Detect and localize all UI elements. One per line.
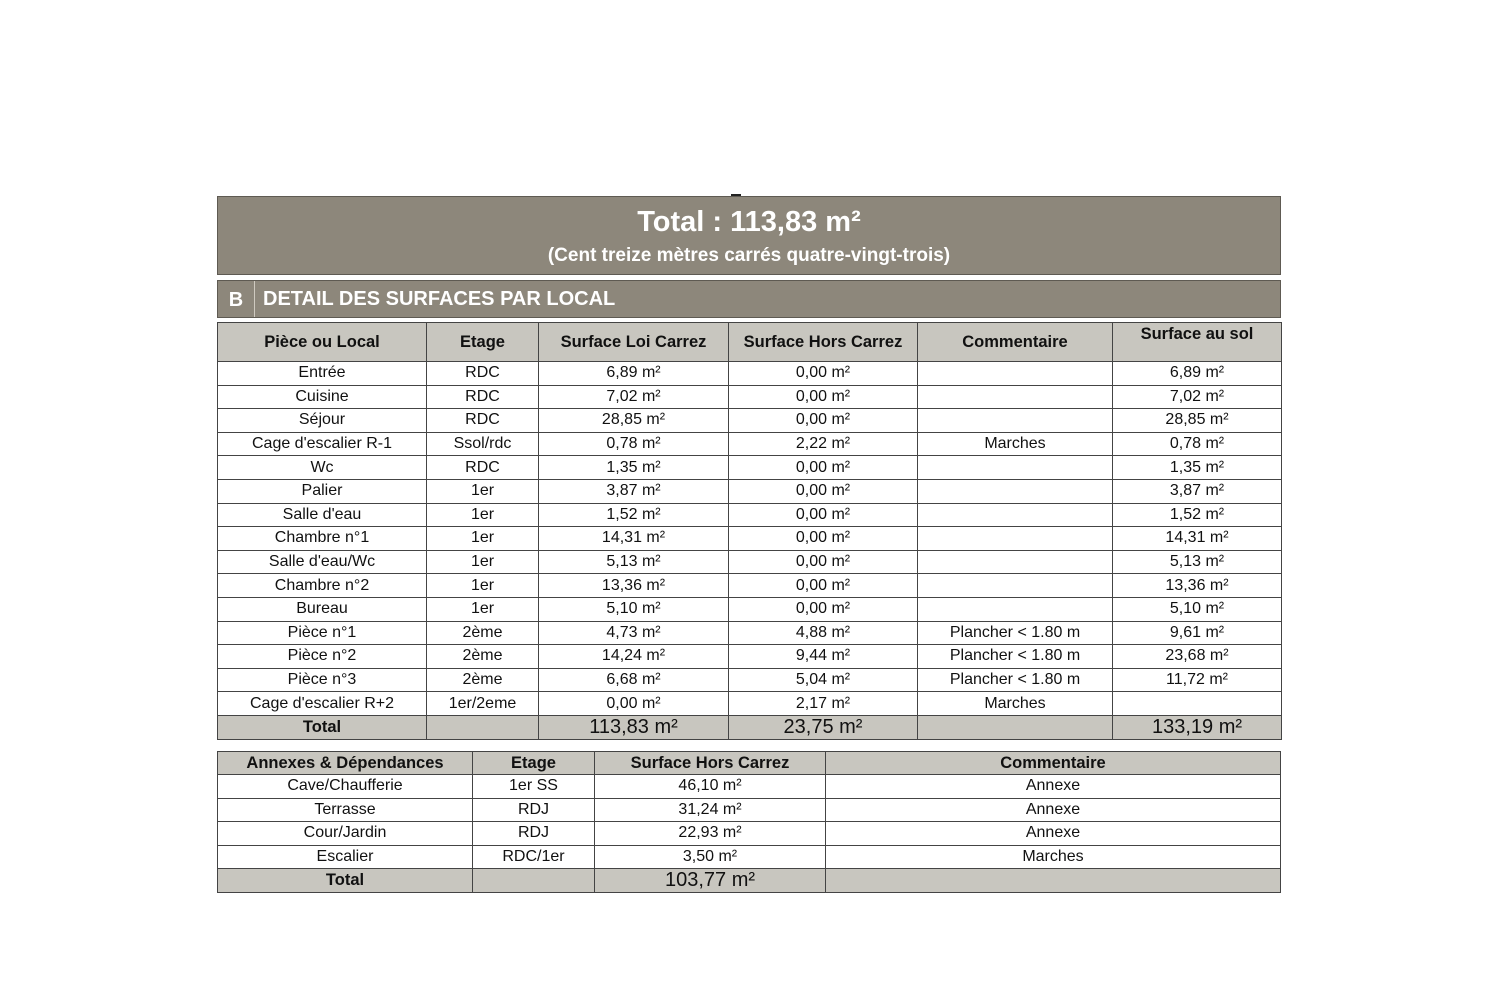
table-row (218, 550, 1282, 574)
table-row (218, 597, 1282, 621)
table-cell: Annexe (826, 822, 1281, 846)
total-cell (427, 715, 539, 739)
table-row (218, 692, 1282, 716)
table-cell: 0,00 m² (729, 409, 918, 433)
table-cell: Marches (826, 845, 1281, 869)
column-header: Etage (427, 323, 539, 362)
table-cell: Cave/Chaufferie (218, 775, 473, 799)
table-cell: 1,52 m² (1113, 503, 1282, 527)
table-cell: 0,78 m² (1113, 432, 1282, 456)
table-cell: 0,00 m² (729, 527, 918, 551)
table-cell: Salle d'eau (218, 503, 427, 527)
table-cell: Entrée (218, 362, 427, 386)
table-cell: 14,31 m² (539, 527, 729, 551)
table-cell (918, 456, 1113, 480)
table-cell: Cage d'escalier R+2 (218, 692, 427, 716)
table-cell: 0,00 m² (729, 456, 918, 480)
table-row (218, 456, 1282, 480)
table-cell: 13,36 m² (1113, 574, 1282, 598)
table-cell: 0,00 m² (729, 503, 918, 527)
table-cell: Palier (218, 479, 427, 503)
table-cell: 2,17 m² (729, 692, 918, 716)
table-cell: RDC (427, 362, 539, 386)
table-cell: 6,68 m² (539, 668, 729, 692)
table-header-row (218, 752, 1281, 775)
total-label: Total (218, 869, 473, 893)
table-cell: 6,89 m² (539, 362, 729, 386)
table-cell: Annexe (826, 775, 1281, 799)
table-cell: Chambre n°1 (218, 527, 427, 551)
table-row (218, 621, 1282, 645)
table-cell: 22,93 m² (595, 822, 826, 846)
table-row (218, 362, 1282, 386)
table-row (218, 645, 1282, 669)
table-cell: 28,85 m² (1113, 409, 1282, 433)
column-header: Commentaire (918, 323, 1113, 362)
table-cell: 1er/2eme (427, 692, 539, 716)
table-cell: 1er (427, 550, 539, 574)
table-cell (918, 479, 1113, 503)
table-cell: 5,13 m² (1113, 550, 1282, 574)
table-row (218, 432, 1282, 456)
table-cell: 1,35 m² (1113, 456, 1282, 480)
table-cell: 14,31 m² (1113, 527, 1282, 551)
table-cell: RDC (427, 456, 539, 480)
table-cell: 4,73 m² (539, 621, 729, 645)
table-cell: 2ème (427, 645, 539, 669)
table-cell: 28,85 m² (539, 409, 729, 433)
table-cell: 9,44 m² (729, 645, 918, 669)
column-header: Surface Loi Carrez (539, 323, 729, 362)
table-cell (918, 527, 1113, 551)
section-header (217, 280, 1281, 318)
table-cell: Salle d'eau/Wc (218, 550, 427, 574)
table-cell: RDC/1er (473, 845, 595, 869)
table-cell: 3,87 m² (1113, 479, 1282, 503)
table-cell: 9,61 m² (1113, 621, 1282, 645)
column-header: Commentaire (826, 752, 1281, 775)
table-row (218, 385, 1282, 409)
table-cell: Annexe (826, 798, 1281, 822)
table-cell: Plancher < 1.80 m (918, 645, 1113, 669)
section-title: DETAIL DES SURFACES PAR LOCAL (263, 287, 616, 310)
table-row (218, 574, 1282, 598)
table-cell (918, 409, 1113, 433)
table-cell: 1er (427, 527, 539, 551)
table-cell: Ssol/rdc (427, 432, 539, 456)
total-cell: 103,77 m² (595, 869, 826, 893)
table-row (218, 479, 1282, 503)
column-header: Annexes & Dépendances (218, 752, 473, 775)
table-cell: 2,22 m² (729, 432, 918, 456)
table-cell: Bureau (218, 597, 427, 621)
table-cell: Pièce n°1 (218, 621, 427, 645)
table-cell: 7,02 m² (539, 385, 729, 409)
annexes-table-container (217, 751, 1280, 893)
table-cell: Chambre n°2 (218, 574, 427, 598)
table-cell: RDC (427, 409, 539, 433)
total-label: Total (218, 715, 427, 739)
table-row (218, 822, 1281, 846)
column-header: Surface Hors Carrez (729, 323, 918, 362)
table-cell: Pièce n°3 (218, 668, 427, 692)
table-cell (918, 503, 1113, 527)
table-cell: 46,10 m² (595, 775, 826, 799)
table-cell (918, 597, 1113, 621)
table-cell (918, 362, 1113, 386)
table-cell: Plancher < 1.80 m (918, 668, 1113, 692)
table-cell: 0,00 m² (539, 692, 729, 716)
table-cell: 2ème (427, 668, 539, 692)
table-cell: 14,24 m² (539, 645, 729, 669)
table-cell: 0,00 m² (729, 479, 918, 503)
total-cell (826, 869, 1281, 893)
table-cell: 1er (427, 503, 539, 527)
annexes-table (217, 751, 1281, 893)
table-cell (918, 385, 1113, 409)
table-cell: Escalier (218, 845, 473, 869)
total-surface-words: (Cent treize mètres carrés quatre-vingt-trois) (547, 245, 951, 266)
table-row (218, 503, 1282, 527)
table-cell: 3,50 m² (595, 845, 826, 869)
table-cell (918, 550, 1113, 574)
table-cell: 5,10 m² (1113, 597, 1282, 621)
table-row (218, 798, 1281, 822)
table-row (218, 527, 1282, 551)
table-row (218, 775, 1281, 799)
table-cell: 0,00 m² (729, 385, 918, 409)
total-banner (217, 196, 1281, 275)
table-cell: 11,72 m² (1113, 668, 1282, 692)
total-cell (473, 869, 595, 893)
column-header: Pièce ou Local (218, 323, 427, 362)
table-cell: 0,00 m² (729, 550, 918, 574)
table-cell: 3,87 m² (539, 479, 729, 503)
section-letter: B (218, 281, 255, 317)
table-cell: Séjour (218, 409, 427, 433)
total-surface-heading: Total : 113,83 m² (637, 206, 861, 238)
total-cell: 23,75 m² (729, 715, 918, 739)
table-cell: Wc (218, 456, 427, 480)
table-cell: 0,00 m² (729, 597, 918, 621)
table-row (218, 668, 1282, 692)
annexes-body (218, 775, 1281, 893)
table-cell: 1er (427, 479, 539, 503)
table-cell: 5,13 m² (539, 550, 729, 574)
total-row (218, 715, 1282, 739)
table-cell: 13,36 m² (539, 574, 729, 598)
room-surfaces-table (217, 322, 1282, 740)
table-cell: 1,35 m² (539, 456, 729, 480)
table-cell: Cage d'escalier R-1 (218, 432, 427, 456)
table-cell: 5,04 m² (729, 668, 918, 692)
table-cell: 1er (427, 597, 539, 621)
table-cell: 1,52 m² (539, 503, 729, 527)
table-cell: 7,02 m² (1113, 385, 1282, 409)
total-cell: 133,19 m² (1113, 715, 1282, 739)
column-header: Etage (473, 752, 595, 775)
table-cell: 0,78 m² (539, 432, 729, 456)
room-surfaces-body (218, 362, 1282, 740)
table-row (218, 845, 1281, 869)
total-row (218, 869, 1281, 893)
table-cell: 2ème (427, 621, 539, 645)
table-cell: 1er (427, 574, 539, 598)
table-cell: 0,00 m² (729, 362, 918, 386)
table-cell: 31,24 m² (595, 798, 826, 822)
table-row (218, 409, 1282, 433)
table-cell: RDJ (473, 798, 595, 822)
table-cell: Terrasse (218, 798, 473, 822)
table-cell: Plancher < 1.80 m (918, 621, 1113, 645)
table-cell: Marches (918, 692, 1113, 716)
table-cell: Marches (918, 432, 1113, 456)
column-header: Surface au sol (1113, 323, 1282, 362)
table-cell: 5,10 m² (539, 597, 729, 621)
table-header-row (218, 323, 1282, 362)
table-cell: Cour/Jardin (218, 822, 473, 846)
table-cell: 0,00 m² (729, 574, 918, 598)
table-cell: Cuisine (218, 385, 427, 409)
table-cell (918, 574, 1113, 598)
total-cell (918, 715, 1113, 739)
table-cell: 23,68 m² (1113, 645, 1282, 669)
table-cell: 4,88 m² (729, 621, 918, 645)
room-surfaces-table-container (217, 322, 1281, 740)
table-cell: Pièce n°2 (218, 645, 427, 669)
table-cell: RDC (427, 385, 539, 409)
table-cell: RDJ (473, 822, 595, 846)
total-cell: 113,83 m² (539, 715, 729, 739)
table-cell: 1er SS (473, 775, 595, 799)
table-cell: 6,89 m² (1113, 362, 1282, 386)
table-cell (1113, 692, 1282, 716)
column-header: Surface Hors Carrez (595, 752, 826, 775)
